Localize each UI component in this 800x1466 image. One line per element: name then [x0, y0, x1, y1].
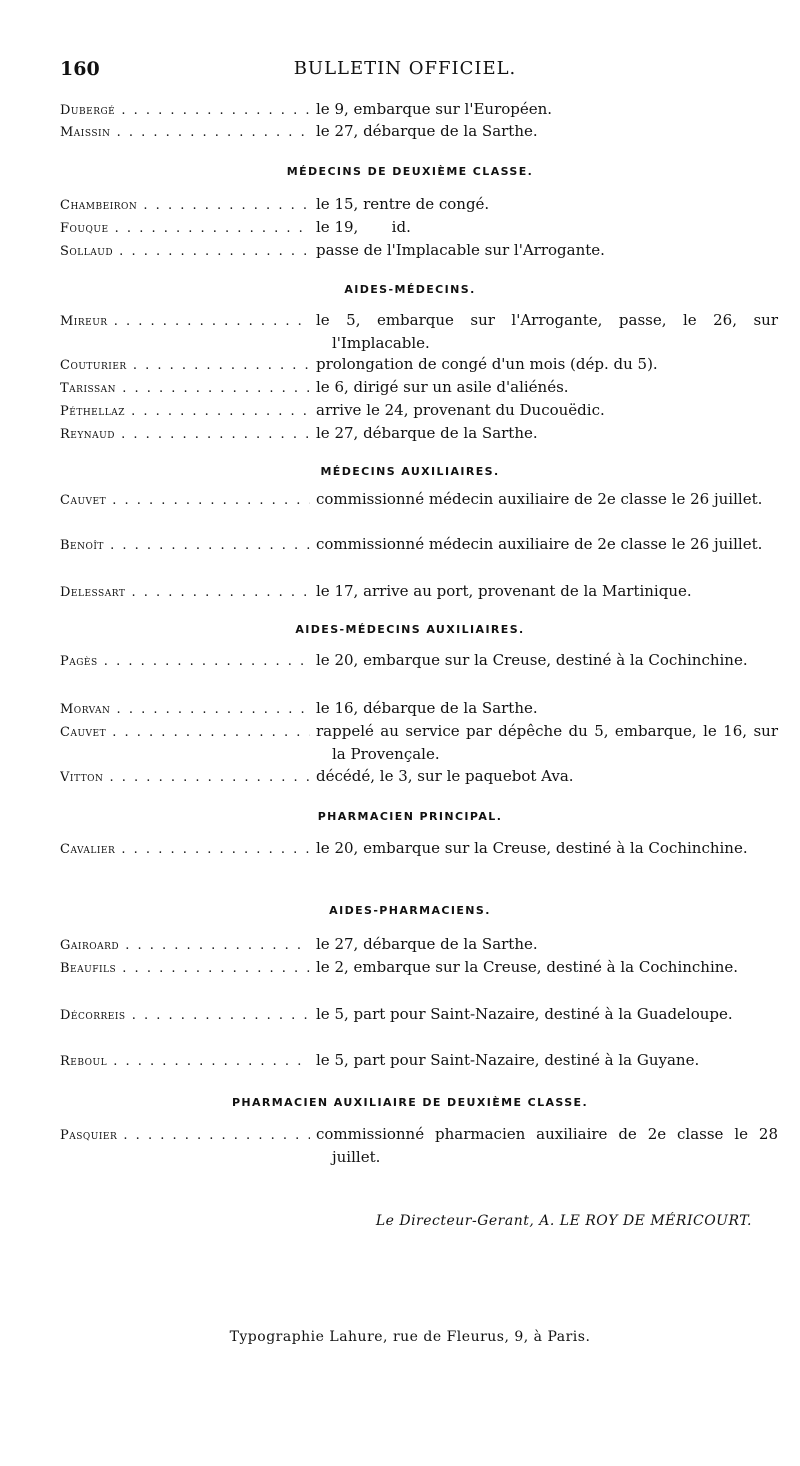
entry-name: Reynaud . . .	[60, 422, 310, 447]
entry-description: décédé, le 3, sur le paquebot Ava.	[316, 767, 574, 785]
entry-name: Reboul . . .	[60, 1049, 310, 1074]
entry-name: Fouque . . .	[60, 216, 310, 241]
entry-name: Vitton . . .	[60, 765, 310, 790]
entry-name: Dubergé . . .	[60, 98, 310, 123]
entry-description: le 27, débarque de la Sarthe.	[316, 935, 538, 953]
section-heading: PHARMACIEN AUXILIAIRE DE DEUXIÈME CLASSE.	[231, 1096, 589, 1109]
section-heading: MÉDECINS AUXILIAIRES.	[320, 465, 500, 478]
entry-name: Chambeiron . . .	[60, 193, 310, 218]
entry-description: le 27, débarque de la Sarthe.	[316, 122, 538, 140]
section-heading: AIDES-PHARMACIENS.	[329, 904, 491, 917]
entry-name: Sollaud . . .	[60, 239, 310, 264]
entry-description: commissionné médecin auxiliaire de 2e classe le 26 juillet.	[316, 535, 763, 553]
entry-name: Beaufils . . .	[60, 956, 310, 981]
entry-description: le 20, embarque sur la Creuse, destiné à la Cochinchine.	[316, 839, 748, 857]
entry-description: le 9, embarque sur l'Européen.	[316, 100, 553, 118]
entry-name: Pasquier . . .	[60, 1123, 310, 1148]
section-heading: PHARMACIEN PRINCIPAL.	[317, 810, 503, 823]
entry-description: le 19, id.	[316, 218, 411, 236]
section-heading: AIDES-MÉDECINS.	[344, 283, 476, 296]
entry-description: le 17, arrive au port, provenant de la Martinique.	[316, 582, 692, 600]
entry-description: prolongation de congé d'un mois (dép. du 5).	[316, 355, 658, 373]
printer-imprint: Typographie Lahure, rue de Fleurus, 9, à Paris.	[229, 1329, 591, 1345]
page-number: 160	[60, 58, 100, 80]
entry-description: le 5, part pour Saint-Nazaire, destiné à la Guadeloupe.	[316, 1005, 733, 1023]
entry-description: commissionné pharmacien auxiliaire de 2e classe le 28 juillet.	[316, 1125, 778, 1166]
running-title: BULLETIN OFFICIEL.	[293, 58, 517, 79]
entry-description: le 15, rentre de congé.	[316, 195, 490, 213]
page-header	[60, 58, 750, 88]
entry-name: Benoît . . .	[60, 533, 310, 558]
entry-description: le 2, embarque sur la Creuse, destiné à la Cochinchine.	[316, 958, 739, 976]
entry-description: le 27, débarque de la Sarthe.	[316, 424, 538, 442]
entry-description: le 5, part pour Saint-Nazaire, destiné à la Guyane.	[316, 1051, 700, 1069]
entry-description: passe de l'Implacable sur l'Arrogante.	[316, 241, 605, 259]
entry-name: Cavalier . . .	[60, 837, 310, 862]
entry-name: Mireur . . .	[60, 309, 310, 334]
signature: Le Directeur-Gerant, A. LE ROY DE MÉRICOURT.	[375, 1213, 752, 1229]
section-heading: AIDES-MÉDECINS AUXILIAIRES.	[295, 623, 525, 636]
entry-name: Pagès . . .	[60, 649, 310, 674]
entry-name: Tarissan . . .	[60, 376, 310, 401]
entry-name: Delessart . . .	[60, 580, 310, 605]
entry-name: Morvan . . .	[60, 697, 310, 722]
entry-name: Péthellaz . . .	[60, 399, 310, 424]
entry-name: Couturier . . .	[60, 353, 310, 378]
entry-name: Maissin . . .	[60, 120, 310, 145]
entry-description: le 20, embarque sur la Creuse, destiné à la Cochinchine.	[316, 651, 748, 669]
entry-description: le 6, dirigé sur un asile d'aliénés.	[316, 378, 569, 396]
entry-name: Gairoard . . .	[60, 933, 310, 958]
entry-name: Décorreis . . .	[60, 1003, 310, 1028]
entry-description: le 16, débarque de la Sarthe.	[316, 699, 538, 717]
entry-name: Cauvet . . .	[60, 720, 310, 745]
entry-description: arrive le 24, provenant du Ducouëdic.	[316, 401, 605, 419]
section-heading: MÉDECINS DE DEUXIÈME CLASSE.	[286, 165, 534, 178]
entry-name: Cauvet . . .	[60, 488, 310, 513]
entry-description: rappelé au service par dépêche du 5, embarque, le 16, sur la Provençale.	[316, 722, 778, 763]
entry-description: commissionné médecin auxiliaire de 2e classe le 26 juillet.	[316, 490, 763, 508]
entry-description: le 5, embarque sur l'Arrogante, passe, le 26, sur l'Implacable.	[316, 311, 778, 352]
